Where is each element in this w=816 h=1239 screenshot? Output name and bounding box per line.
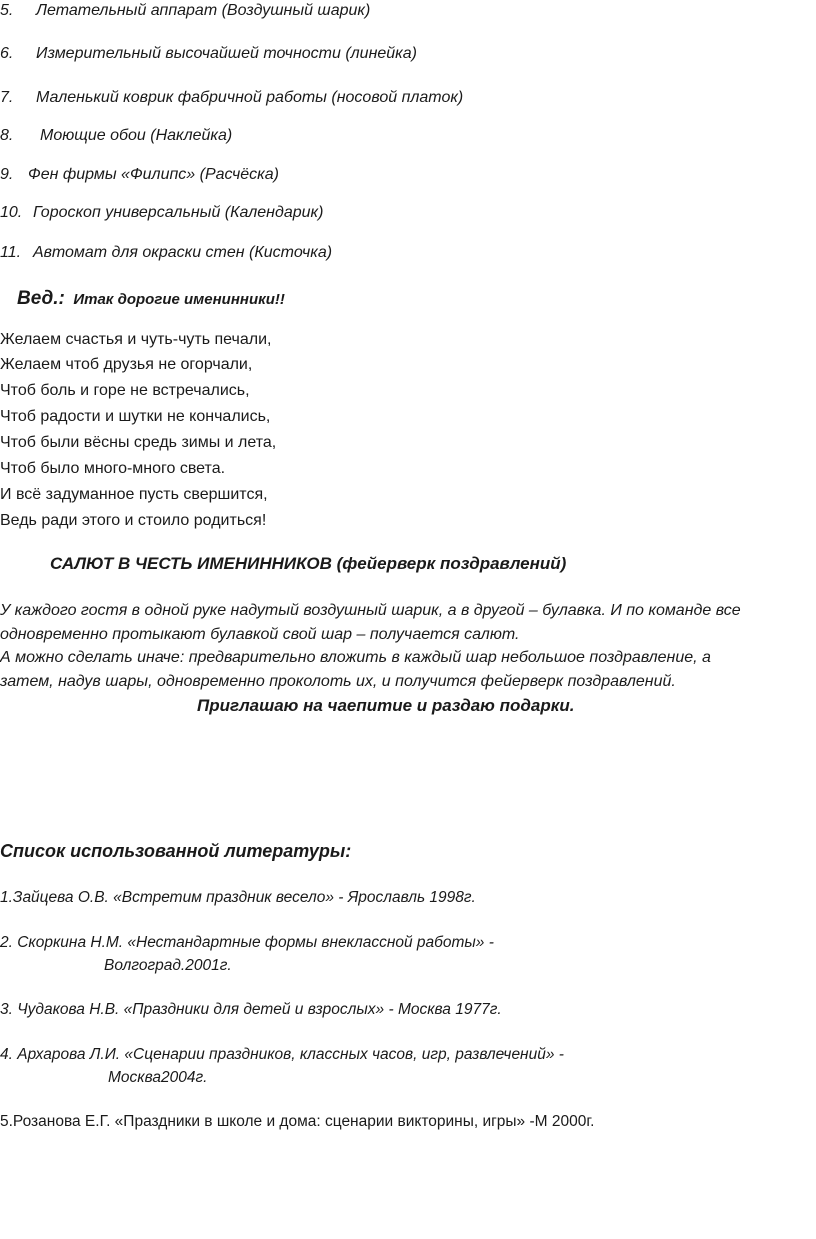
list-item-text: Измерительный высочайшей точности (линейка) [36,45,417,62]
literature-entry: 5.Розанова Е.Г. «Праздники в школе и дома: сценарии викторины, игры» -М 2000г. [0,1113,595,1130]
list-item-number: 8. [0,127,14,144]
poem-line: Чтоб было много-много света. [0,460,226,477]
list-item [0,244,332,262]
list-item-text: Маленький коврик фабричной работы (носовой платок) [36,89,464,106]
list-item-text: Летательный аппарат (Воздушный шарик) [36,2,371,19]
poem-line: Чтоб радости и шутки не кончались, [0,408,271,425]
list-item [0,166,279,184]
host-speech: Итак дорогие именинники!! [73,291,285,308]
literature-entry: 4. Архарова Л.И. «Сценарии праздников, классных часов, игр, развлечений» - [0,1046,564,1063]
list-item [0,45,417,63]
literature-heading: Список использованной литературы: [0,841,352,861]
list-item-text: Моющие обои (Наклейка) [40,127,233,144]
list-item-text: Фен фирмы «Филипс» (Расчёска) [28,166,279,183]
literature-entry-continuation: Москва2004г. [108,1069,208,1086]
poem-line: И всё задуманное пусть свершится, [0,486,268,503]
list-item [0,2,370,20]
salute-line: А можно сделать иначе: предварительно вложить в каждый шар небольшое поздравление, а [0,649,711,666]
literature-entry-continuation: Волгоград.2001г. [104,957,232,974]
list-item [0,204,323,222]
salute-line: одновременно протыкают булавкой свой шар – получается салют. [0,626,520,643]
literature-entry: 1.Зайцева О.В. «Встретим праздник весело» - Ярославль 1998г. [0,889,476,906]
host-line [17,288,285,310]
list-item-number: 11. [0,244,22,261]
list-item-text: Автомат для окраски стен (Кисточка) [33,244,333,261]
list-item-text: Гороскоп универсальный (Календарик) [33,204,324,221]
salute-line: У каждого гостя в одной руке надутый воздушный шарик, а в другой – булавка. И по команде все [0,602,741,619]
list-item-number: 10. [0,204,23,221]
salute-line: затем, надув шары, одновременно проколоть их, и получится фейерверк поздравлений. [0,673,676,690]
poem-line: Чтоб были вёсны средь зимы и лета, [0,434,277,451]
list-item-number: 9. [0,166,14,183]
literature-entry: 3. Чудакова Н.В. «Праздники для детей и взрослых» - Москва 1977г. [0,1001,502,1018]
list-item-number: 5. [0,2,14,19]
poem-line: Желаем чтоб друзья не огорчали, [0,356,253,373]
salute-heading: САЛЮТ В ЧЕСТЬ ИМЕНИННИКОВ (фейерверк поздравлений) [50,554,567,573]
closing-line: Приглашаю на чаепитие и раздаю подарки. [197,696,575,715]
list-item-number: 7. [0,89,14,106]
list-item [0,89,463,107]
list-item [0,127,232,145]
literature-entry: 2. Скоркина Н.М. «Нестандартные формы внеклассной работы» - [0,934,494,951]
list-item-number: 6. [0,45,14,62]
poem-line: Желаем счастья и чуть-чуть печали, [0,331,272,348]
poem-line: Ведь ради этого и стоило родиться! [0,512,267,529]
poem-line: Чтоб боль и горе не встречались, [0,382,250,399]
host-speaker: Вед.: [17,288,65,309]
